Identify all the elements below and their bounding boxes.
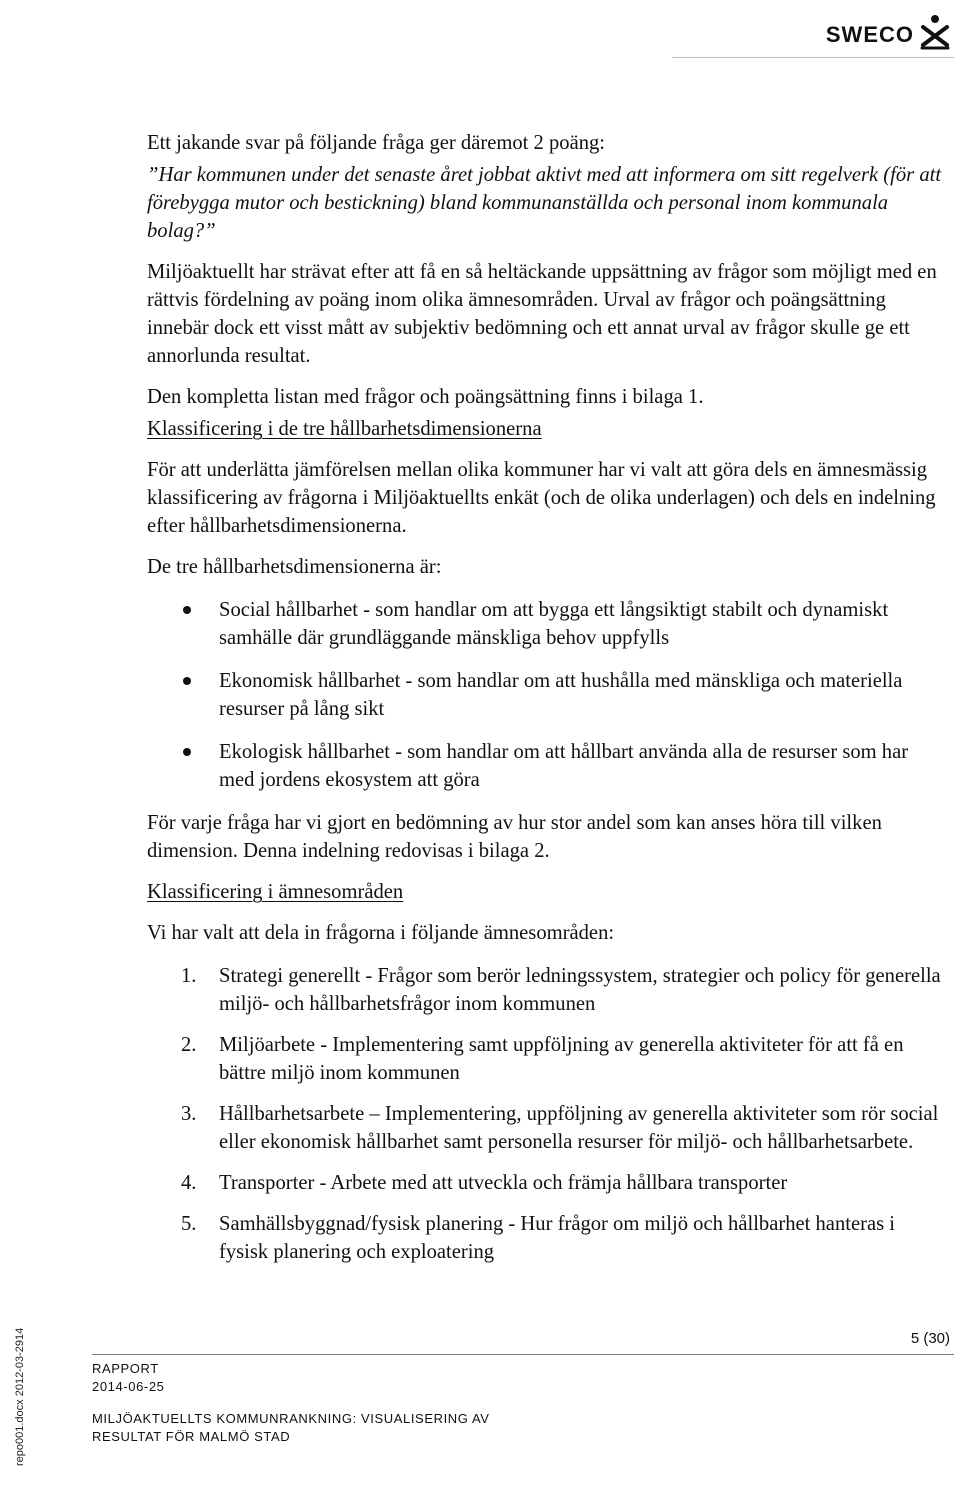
list-number: 2. [181,1034,197,1056]
selection-paragraph: Miljöaktuellt har strävat efter att få en så heltäckande uppsättning av frågor som möjligt med en rättvis fördelning av poäng inom olika ämnesområden. Urval av frågor och poängsättning innebär dock ett visst mått av subjektiv bedömning och ett annat urval av frågor skulle ge ett annorlunda resultat. [147,261,937,367]
intro-paragraph: Ett jakande svar på följande fråga ger däremot 2 poäng: [147,132,606,154]
header-divider [672,57,954,58]
page-number: 5 (30) [910,1330,950,1347]
document-type: RAPPORT [92,1361,159,1376]
list-item [147,596,947,652]
sweco-figure-icon [920,14,950,55]
list-item-text: Social hållbarhet - som handlar om att bygga ett långsiktigt stabilt och dynamiskt samhälle där grundläggande mänskliga behov uppfylls [219,599,889,649]
section-heading-areas [147,878,947,906]
footer [92,1360,490,1446]
section-heading-dimensions [147,415,947,443]
document-title-line1: MILJÖAKTUELLTS KOMMUNRANKNING: VISUALISERING AV [92,1411,490,1426]
complete-list-paragraph: Den kompletta listan med frågor och poängsättning finns i bilaga 1. [147,386,704,408]
list-item [147,962,947,1018]
dimensions-intro: De tre hållbarhetsdimensionerna är: [147,556,442,578]
heading-dimensions-text: Klassificering i de tre hållbarhetsdimensionerna [147,418,542,440]
list-item [147,738,947,794]
bullet-icon [183,677,191,685]
list-number: 5. [181,1213,197,1235]
logo-text: SWECO [825,21,914,47]
quoted-question: ”Har kommunen under det senaste året jobbat aktivt med att informera om sitt regelverk (för att förebygga mutor och bestickning) bland kommunanställda och personal inom kommunala bolag?” [147,164,942,242]
subject-areas-list [147,962,947,1266]
list-item [147,1210,947,1266]
list-item-text: Transporter - Arbete med att utveckla och främja hållbara transporter [219,1172,788,1194]
dimension-assessment-paragraph: För varje fråga har vi gjort en bedömning av hur stor andel som kan anses höra till vilken dimension. Denna indelning redovisas i bilaga 2. [147,812,882,862]
template-reference: repo001.docx 2012-03-2914 [14,1327,26,1466]
dimensions-list [147,596,947,794]
list-item [147,1031,947,1087]
bullet-icon [183,748,191,756]
document-title-line2: RESULTAT FÖR MALMÖ STAD [92,1429,291,1444]
sweco-logo [826,14,950,55]
list-item [147,1169,947,1197]
areas-intro: Vi har valt att dela in frågorna i följande ämnesområden: [147,922,615,944]
list-item-text: Samhällsbyggnad/fysisk planering - Hur frågor om miljö och hållbarhet hanteras i fysisk planering och exploatering [219,1213,895,1263]
document-body [147,129,947,1279]
footer-divider [92,1354,954,1355]
document-date: 2014-06-25 [92,1379,165,1394]
list-item-text: Miljöarbete - Implementering samt uppföljning av generella aktiviteter för att få en bättre miljö inom kommunen [219,1034,904,1084]
list-number: 1. [181,965,197,987]
comparison-paragraph: För att underlätta jämförelsen mellan olika kommuner har vi valt att göra dels en ämnesmässig klassificering av frågorna i Miljöaktuellts enkät (och de olika underlagen) och dels en indelning efter hållbarhetsdimensionerna. [147,459,936,537]
list-item-text: Hållbarhetsarbete – Implementering, uppföljning av generella aktiviteter som rör social eller ekonomisk hållbarhet samt personella resurser för miljö- och hållbarhetsarbete. [219,1103,939,1153]
list-number: 3. [181,1103,197,1125]
list-number: 4. [181,1172,197,1194]
bullet-icon [183,606,191,614]
heading-areas-text: Klassificering i ämnesområden [147,881,404,903]
list-item-text: Ekologisk hållbarhet - som handlar om att hållbart använda alla de resurser som har med jordens ekosystem att göra [219,741,909,791]
list-item-text: Ekonomisk hållbarhet - som handlar om att hushålla med mänskliga och materiella resurser på lång sikt [219,670,903,720]
list-item [147,1100,947,1156]
list-item-text: Strategi generellt - Frågor som berör ledningssystem, strategier och policy för generella miljö- och hållbarhetsfrågor inom kommunen [219,965,941,1015]
list-item [147,667,947,723]
